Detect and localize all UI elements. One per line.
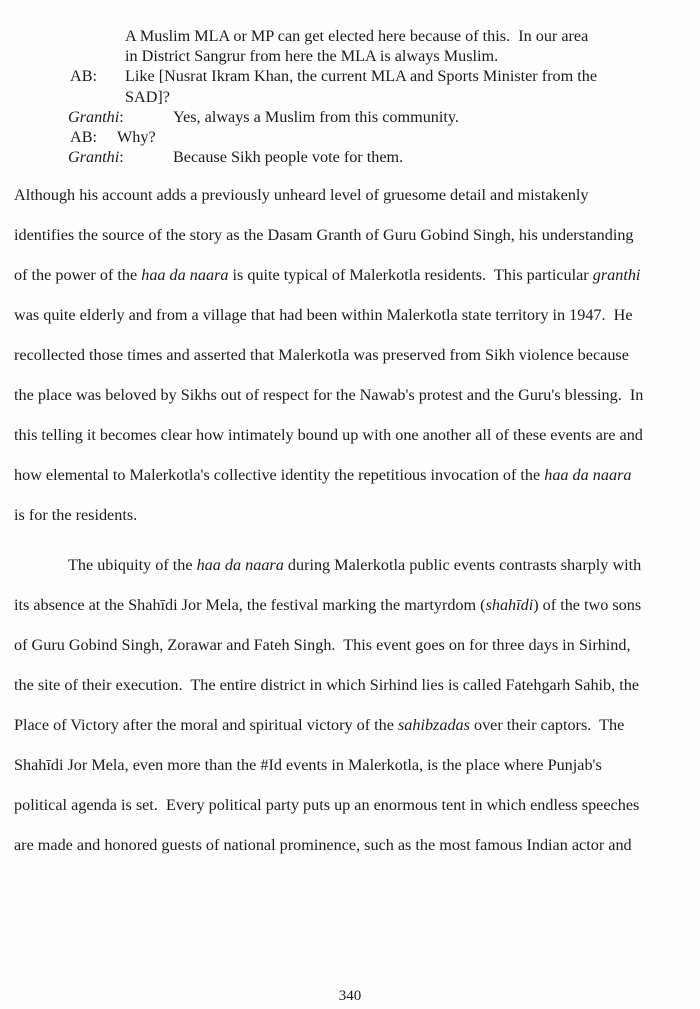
text-line — [0, 27, 700, 48]
text-run: of the power of the haa da naara is quite typical of Malerkotla residents. This particular granthi — [14, 266, 641, 284]
text-line — [0, 226, 700, 247]
text-run: identifies the source of the story as the Dasam Granth of Guru Gobind Singh, his understanding — [14, 226, 634, 244]
text-run: its absence at the Shahīdi Jor Mela, the festival marking the martyrdom (shahīdi) of the two sons — [14, 596, 642, 614]
text-line — [0, 756, 700, 777]
text-line — [0, 716, 700, 737]
text-line — [0, 386, 700, 407]
page-number: 340 — [338, 988, 362, 1004]
text-line — [0, 128, 700, 149]
text-run: the site of their execution. The entire district in which Sirhind lies is called Fatehgarh Sahib, the — [14, 676, 640, 694]
text-run: is for the residents. — [14, 506, 138, 524]
text-line — [0, 596, 700, 617]
text-run: recollected those times and asserted that Malerkotla was preserved from Sikh violence because — [14, 346, 629, 364]
text-run: Like [Nusrat Ikram Khan, the current MLA and Sports Minister from the — [125, 67, 598, 86]
text-line — [0, 676, 700, 697]
text-run: AB: — [70, 67, 97, 86]
text-line — [0, 88, 700, 109]
text-run: Shahīdi Jor Mela, even more than the #Id events in Malerkotla, is the place where Punjab's — [14, 756, 602, 774]
text-run: Granthi: — [68, 148, 124, 167]
text-line — [0, 836, 700, 857]
text-run: AB: — [70, 128, 97, 146]
text-run: The ubiquity of the haa da naara during Malerkotla public events contrasts sharply with — [68, 556, 642, 574]
text-line — [0, 796, 700, 817]
text-run: was quite elderly and from a village that had been within Malerkotla state territory in 1947. He — [14, 306, 633, 324]
text-run: Yes, always a Muslim from this community. — [173, 107, 459, 126]
text-line — [0, 306, 700, 327]
text-line — [0, 108, 700, 129]
text-line — [0, 186, 700, 207]
text-run: Although his account adds a previously unheard level of gruesome detail and mistakenly — [14, 186, 589, 204]
text-run: SAD]? — [125, 87, 170, 106]
text-line — [0, 67, 700, 88]
text-line — [0, 148, 700, 169]
text-line — [0, 556, 700, 577]
text-run: A Muslim MLA or MP can get elected here because of this. In our area — [125, 27, 589, 45]
text-run: how elemental to Malerkotla's collective identity the repetitious invocation of the haa da naara — [14, 466, 632, 484]
text-run: Why? — [117, 128, 156, 146]
text-run: political agenda is set. Every political party puts up an enormous tent in which endless speeches — [14, 796, 640, 814]
text-line — [0, 506, 700, 527]
text-line — [0, 346, 700, 367]
text-run: of Guru Gobind Singh, Zorawar and Fateh Singh. This event goes on for three days in Sirhind, — [14, 636, 631, 654]
text-run: the place was beloved by Sikhs out of respect for the Nawab's protest and the Guru's blessing. In — [14, 386, 644, 404]
text-run: in District Sangrur from here the MLA is always Muslim. — [125, 47, 499, 66]
text-line — [0, 426, 700, 447]
text-run: Granthi: — [68, 107, 124, 126]
text-line — [0, 466, 700, 487]
text-run: this telling it becomes clear how intimately bound up with one another all of these events are and — [14, 426, 643, 444]
text-line — [0, 636, 700, 657]
text-run: Because Sikh people vote for them. — [173, 148, 404, 167]
text-run: are made and honored guests of national prominence, such as the most famous Indian actor and — [14, 836, 632, 854]
text-line — [0, 266, 700, 287]
text-line — [0, 47, 700, 68]
text-run: Place of Victory after the moral and spiritual victory of the sahibzadas over their captors. The — [14, 716, 625, 734]
